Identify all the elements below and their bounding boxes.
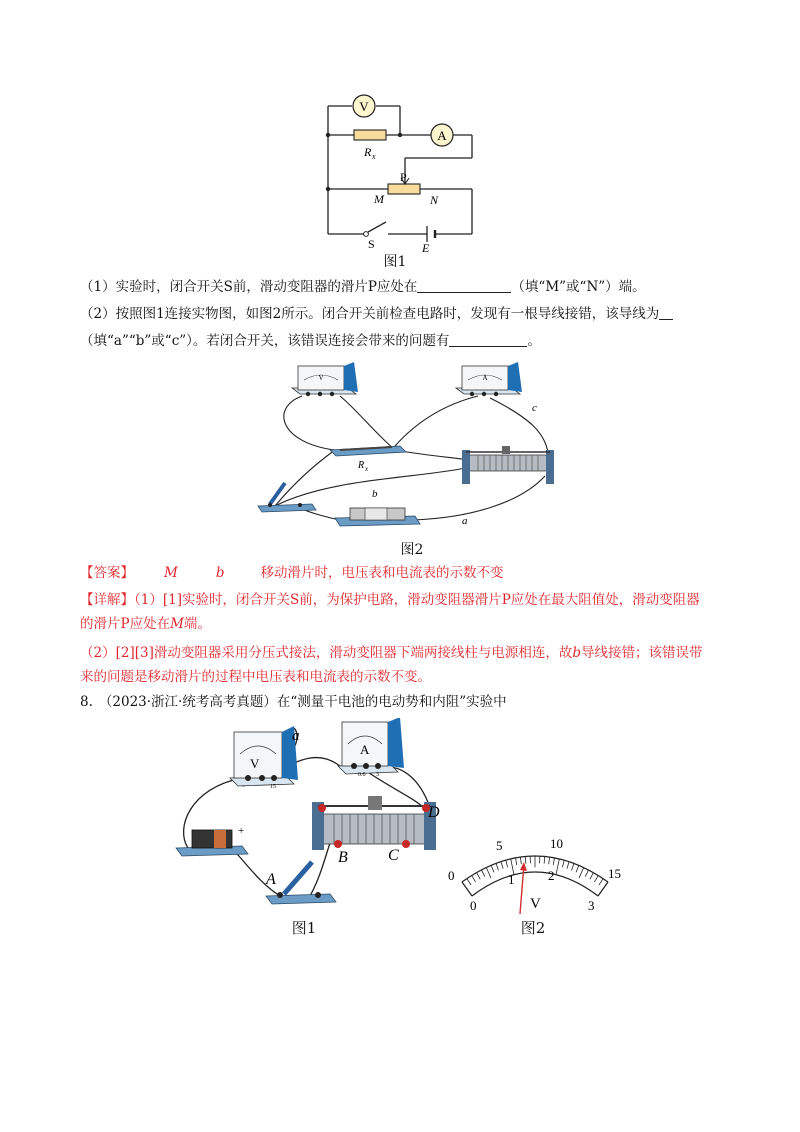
scale-tick	[590, 873, 594, 880]
scale-tick	[491, 865, 494, 872]
svg-text:a: a	[462, 515, 468, 527]
scale-tick	[506, 860, 508, 867]
svg-text:10: 10	[550, 836, 563, 851]
svg-text:R: R	[358, 460, 365, 471]
answer-blank-3[interactable]	[449, 332, 527, 347]
question-2-line2: （填“a”“b”或“c”）。若闭合开关，该错误连接会带来的问题有 。	[80, 333, 541, 349]
switch-device	[258, 483, 316, 512]
q8-ammeter-device	[338, 718, 404, 778]
svg-text:E: E	[422, 241, 430, 255]
svg-text:P: P	[400, 170, 407, 184]
q8-battery-device	[176, 825, 248, 856]
fig2a-caption: 图2	[400, 542, 424, 558]
scale-tick	[599, 879, 603, 885]
detail-line-2: 的滑片P应处在M端。	[80, 616, 211, 632]
svg-text:N: N	[430, 193, 439, 207]
scale-tick	[525, 856, 526, 863]
svg-text:A: A	[360, 742, 370, 757]
answer-line: 【答案】 M b 移动滑片时，电压表和电流表的示数不变	[80, 565, 504, 581]
q8-switch-device	[266, 862, 336, 904]
scale-tick	[549, 857, 550, 864]
svg-text:3: 3	[588, 898, 595, 913]
svg-text:0: 0	[448, 868, 455, 883]
scale-tick	[594, 876, 598, 883]
svg-text:A: A	[437, 128, 447, 143]
detail-line-3: （2）[2][3]滑动变阻器采用分压式接法，滑动变阻器下端两接线柱与电源相连，故b导线接错；该错误带	[80, 645, 703, 661]
scale-tick	[520, 857, 521, 864]
scale-tick	[501, 862, 503, 869]
scale-tick	[496, 863, 498, 870]
scale-tick	[562, 860, 564, 867]
rheostat	[388, 184, 420, 194]
svg-text:C: C	[388, 847, 399, 864]
svg-text:R: R	[364, 145, 372, 159]
svg-text:B: B	[338, 849, 348, 866]
svg-text:V: V	[318, 374, 324, 382]
detail-line-4: 来的问题是移动滑片的过程中电压表和电流表的示数不变。	[80, 669, 431, 685]
q8-fig2-caption: 图2	[520, 919, 546, 937]
svg-text:15: 15	[608, 866, 621, 881]
voltmeter-device	[292, 362, 358, 396]
ammeter-device	[456, 362, 522, 396]
scale-tick	[467, 879, 471, 885]
question-8: 8. （2023·浙江·统考高考真题）在“测量干电池的电动势和内阻”实验中	[80, 694, 507, 710]
svg-text:5: 5	[496, 838, 503, 853]
answer-blank-2[interactable]	[659, 305, 673, 320]
answer-blank-1[interactable]	[417, 278, 511, 293]
question-2-line1: （2）按照图1连接实物图，如图2所示。闭合开关前检查电路时，发现有一根导线接错，该导线为	[80, 304, 673, 324]
circuit-diagram-fig1	[310, 90, 490, 270]
svg-text:15: 15	[270, 784, 276, 790]
svg-text:M: M	[374, 192, 384, 206]
scale-tick	[481, 870, 484, 877]
svg-text:x: x	[372, 152, 376, 161]
svg-text:b: b	[372, 488, 378, 500]
svg-text:−: −	[242, 784, 246, 790]
detail-line-1: 【详解】（1）[1]实验时，闭合开关S前，为保护电路，滑动变阻器滑片P应处在最大阻值处，滑动变阻器	[80, 592, 700, 608]
voltmeter-scale-fig2	[440, 830, 630, 920]
svg-text:x: x	[365, 465, 369, 473]
voltmeter-needle	[520, 864, 524, 914]
svg-text:V: V	[359, 99, 369, 114]
svg-text:a: a	[292, 728, 300, 744]
scale-tick	[477, 873, 481, 880]
q8-fig1-caption: 图1	[291, 919, 317, 937]
scale-tick	[544, 856, 545, 863]
scale-tick	[472, 876, 476, 883]
resistor-rx	[354, 130, 386, 140]
rheostat-device	[462, 446, 554, 484]
fig1a-caption: 图1	[383, 254, 407, 270]
apparatus-diagram-fig2	[240, 358, 570, 543]
svg-text:0.6: 0.6	[358, 772, 366, 778]
svg-text:1: 1	[508, 872, 515, 887]
svg-text:c: c	[532, 402, 537, 414]
q8-rheostat-device	[312, 796, 436, 850]
svg-text:0: 0	[470, 898, 477, 913]
scale-tick	[567, 862, 569, 869]
scale-tick	[576, 865, 579, 872]
svg-text:3: 3	[376, 772, 379, 778]
scale-tick	[553, 858, 554, 865]
svg-text:2: 2	[548, 868, 555, 883]
battery-device	[335, 508, 420, 526]
svg-text:A: A	[482, 374, 488, 382]
q8-voltmeter-device	[230, 726, 298, 790]
scale-tick	[486, 868, 491, 879]
scale-tick	[585, 870, 588, 877]
apparatus-diagram-q8-fig1	[170, 718, 460, 918]
question-1: （1）实验时，闭合开关S前，滑动变阻器的滑片P应处在 （填“M”或“N”）端。	[80, 279, 646, 295]
svg-text:S: S	[368, 237, 375, 251]
svg-text:+: +	[238, 825, 245, 837]
scale-tick	[516, 858, 517, 865]
scale-tick	[556, 859, 559, 875]
svg-text:D: D	[428, 804, 440, 821]
svg-text:V: V	[530, 896, 541, 912]
scale-tick	[572, 863, 574, 870]
scale-tick	[579, 868, 584, 879]
svg-text:A: A	[266, 871, 276, 888]
svg-text:V: V	[250, 756, 260, 771]
resistor-rx-device	[330, 446, 406, 456]
